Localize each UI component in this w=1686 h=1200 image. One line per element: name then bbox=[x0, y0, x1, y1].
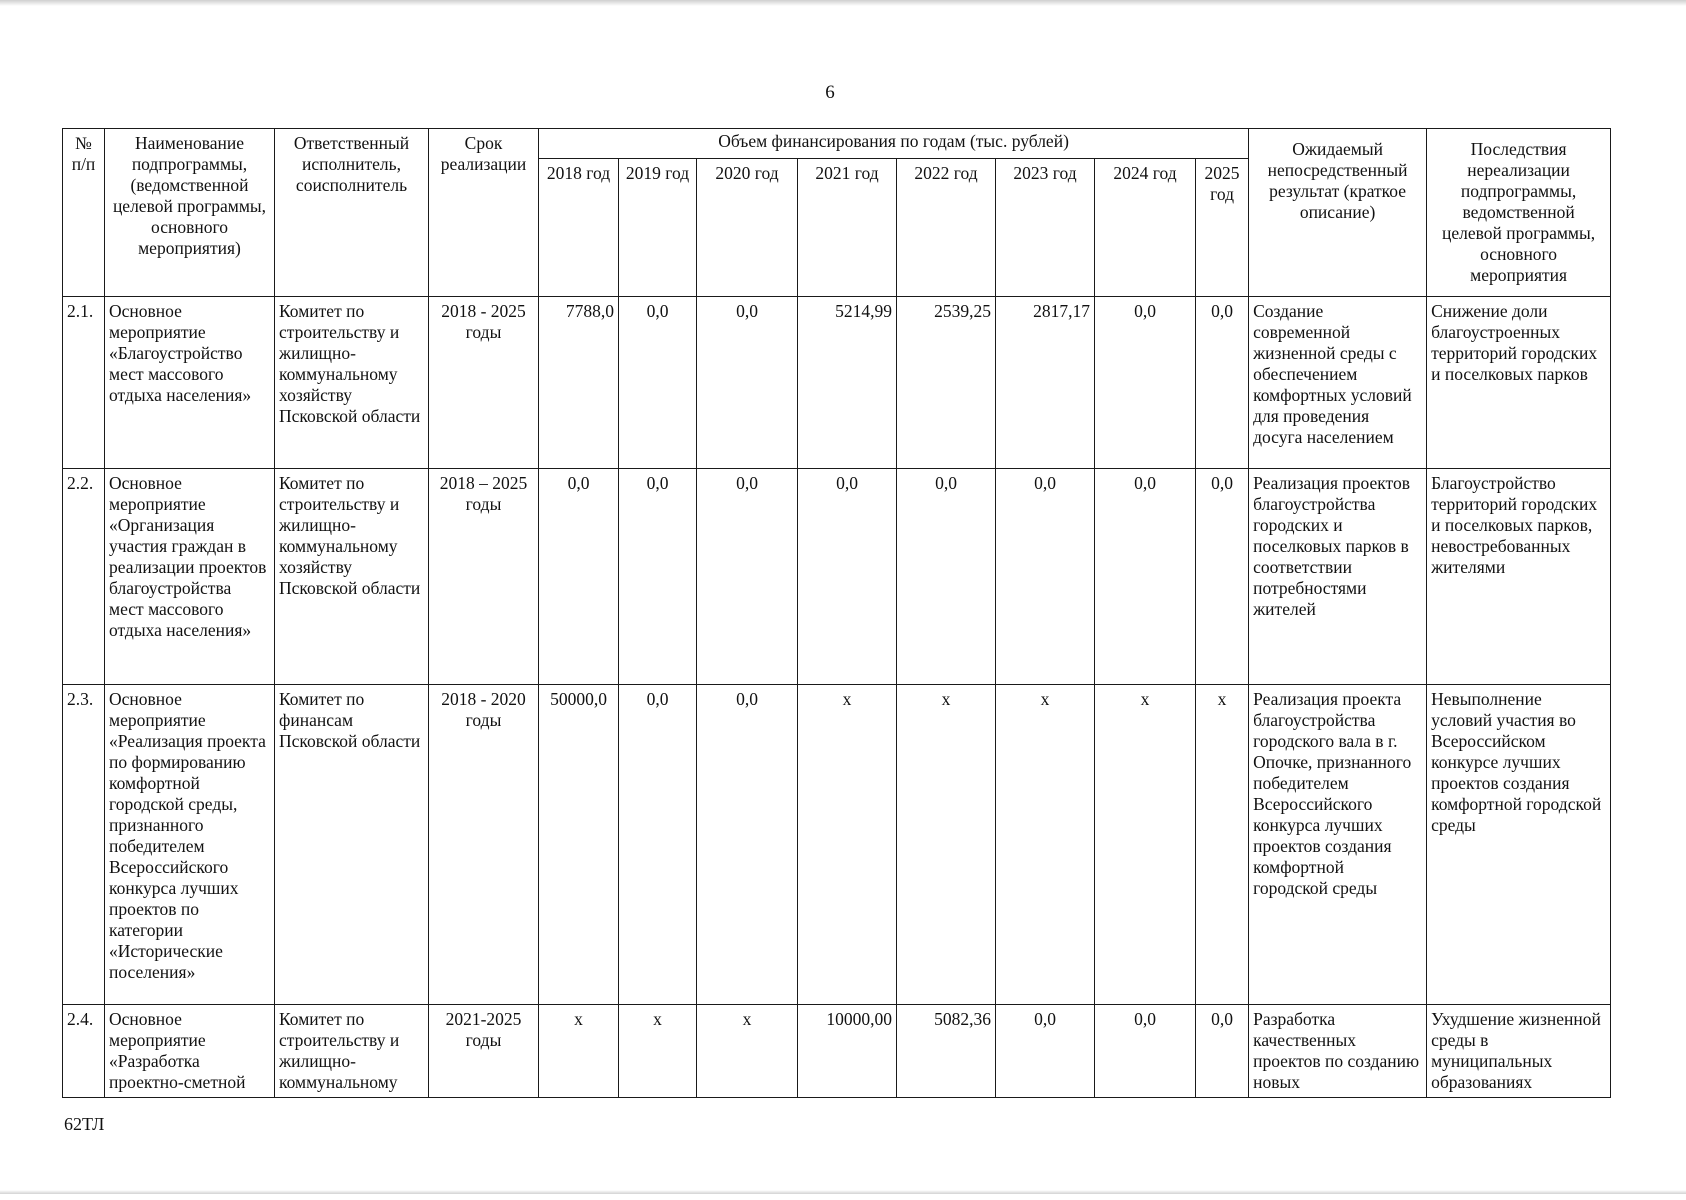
header-row-1 bbox=[63, 129, 1611, 159]
row-consequences: Невыполнение условий участия во Всероссийском конкурсе лучших проектов создания комфортной городской среды bbox=[1427, 685, 1611, 1005]
row-responsible: Комитет по строительству и жилищно-коммунальному хозяйству Псковской области bbox=[275, 297, 429, 469]
row-value-2021: x bbox=[798, 685, 897, 1005]
row-value-2018: 0,0 bbox=[539, 469, 619, 685]
row-value-2021: 0,0 bbox=[798, 469, 897, 685]
row-term: 2021-2025 годы bbox=[429, 1005, 539, 1098]
row-value-2022: 2539,25 bbox=[897, 297, 996, 469]
row-value-2020: x bbox=[697, 1005, 798, 1098]
row-name: Основное мероприятие «Разработка проектно-сметной bbox=[105, 1005, 275, 1098]
row-result: Создание современной жизненной среды с обеспечением комфортных условий для проведения досуга населением bbox=[1249, 297, 1427, 469]
row-consequences: Снижение доли благоустроенных территорий городских и поселковых парков bbox=[1427, 297, 1611, 469]
row-name: Основное мероприятие «Организация участия граждан в реализации проектов благоустройства мест массового отдыха населения» bbox=[105, 469, 275, 685]
row-result: Разработка качественных проектов по созданию новых bbox=[1249, 1005, 1427, 1098]
row-num: 2.2. bbox=[63, 469, 105, 685]
row-name: Основное мероприятие «Реализация проекта по формированию комфортной городской среды, признанного победителем Всероссийского конкурса лучших проектов по категории «Исторические поселения» bbox=[105, 685, 275, 1005]
header-year-2024: 2024 год bbox=[1095, 159, 1196, 297]
row-value-2025: 0,0 bbox=[1196, 297, 1249, 469]
row-num: 2.3. bbox=[63, 685, 105, 1005]
row-consequences: Благоустройство территорий городских и поселковых парков, невостребованных жителями bbox=[1427, 469, 1611, 685]
row-value-2021: 10000,00 bbox=[798, 1005, 897, 1098]
row-value-2020: 0,0 bbox=[697, 469, 798, 685]
row-term: 2018 – 2025 годы bbox=[429, 469, 539, 685]
row-value-2023: x bbox=[996, 685, 1095, 1005]
row-value-2024: 0,0 bbox=[1095, 1005, 1196, 1098]
row-value-2023: 0,0 bbox=[996, 1005, 1095, 1098]
row-value-2019: 0,0 bbox=[619, 685, 697, 1005]
funding-table bbox=[62, 128, 1611, 1098]
row-result: Реализация проектов благоустройства городских и поселковых парков в соответствии потребностями жителей bbox=[1249, 469, 1427, 685]
row-value-2022: 5082,36 bbox=[897, 1005, 996, 1098]
row-value-2024: 0,0 bbox=[1095, 469, 1196, 685]
row-value-2019: x bbox=[619, 1005, 697, 1098]
row-value-2025: 0,0 bbox=[1196, 1005, 1249, 1098]
header-responsible: Ответственный исполнитель, соисполнитель bbox=[275, 129, 429, 297]
scan-edge-bottom bbox=[0, 1190, 1686, 1194]
row-value-2019: 0,0 bbox=[619, 297, 697, 469]
header-result: Ожидаемый непосредственный результат (краткое описание) bbox=[1249, 129, 1427, 297]
row-responsible: Комитет по строительству и жилищно-коммунальному bbox=[275, 1005, 429, 1098]
header-year-2019: 2019 год bbox=[619, 159, 697, 297]
row-term: 2018 - 2025 годы bbox=[429, 297, 539, 469]
row-value-2019: 0,0 bbox=[619, 469, 697, 685]
header-year-2018: 2018 год bbox=[539, 159, 619, 297]
row-value-2025: 0,0 bbox=[1196, 469, 1249, 685]
row-value-2020: 0,0 bbox=[697, 297, 798, 469]
header-year-2020: 2020 год bbox=[697, 159, 798, 297]
row-value-2020: 0,0 bbox=[697, 685, 798, 1005]
row-responsible: Комитет по финансам Псковской области bbox=[275, 685, 429, 1005]
row-value-2024: 0,0 bbox=[1095, 297, 1196, 469]
footer-code: 62ТЛ bbox=[64, 1114, 105, 1134]
row-value-2022: 0,0 bbox=[897, 469, 996, 685]
row-consequences: Ухудшение жизненной среды в муниципальных образованиях bbox=[1427, 1005, 1611, 1098]
table-row bbox=[63, 685, 1611, 1005]
header-term: Срок реализации bbox=[429, 129, 539, 297]
table-row bbox=[63, 469, 1611, 685]
row-result: Реализация проекта благоустройства городского вала в г. Опочке, признанного победителем Всероссийского конкурса лучших проектов создания комфортной городской среды bbox=[1249, 685, 1427, 1005]
header-funding: Объем финансирования по годам (тыс. рублей) bbox=[539, 129, 1249, 159]
scan-edge-top bbox=[0, 0, 1686, 6]
row-value-2023: 0,0 bbox=[996, 469, 1095, 685]
header-consequences: Последствия нереализации подпрограммы, ведомственной целевой программы, основного мероприятия bbox=[1427, 129, 1611, 297]
header-year-2025: 2025 год bbox=[1196, 159, 1249, 297]
header-year-2022: 2022 год bbox=[897, 159, 996, 297]
row-value-2022: x bbox=[897, 685, 996, 1005]
row-value-2018: 7788,0 bbox=[539, 297, 619, 469]
row-value-2024: x bbox=[1095, 685, 1196, 1005]
header-year-2021: 2021 год bbox=[798, 159, 897, 297]
table-row bbox=[63, 1005, 1611, 1098]
row-value-2023: 2817,17 bbox=[996, 297, 1095, 469]
row-responsible: Комитет по строительству и жилищно-коммунальному хозяйству Псковской области bbox=[275, 469, 429, 685]
header-year-2023: 2023 год bbox=[996, 159, 1095, 297]
table-row bbox=[63, 297, 1611, 469]
row-value-2018: 50000,0 bbox=[539, 685, 619, 1005]
row-num: 2.4. bbox=[63, 1005, 105, 1098]
header-num: № п/п bbox=[63, 129, 105, 297]
row-value-2021: 5214,99 bbox=[798, 297, 897, 469]
row-value-2025: x bbox=[1196, 685, 1249, 1005]
row-name: Основное мероприятие «Благоустройство мест массового отдыха населения» bbox=[105, 297, 275, 469]
row-value-2018: x bbox=[539, 1005, 619, 1098]
row-num: 2.1. bbox=[63, 297, 105, 469]
header-name: Наименование подпрограммы, (ведомственной целевой программы, основного мероприятия) bbox=[105, 129, 275, 297]
page-number: 6 bbox=[825, 82, 835, 103]
row-term: 2018 - 2020 годы bbox=[429, 685, 539, 1005]
